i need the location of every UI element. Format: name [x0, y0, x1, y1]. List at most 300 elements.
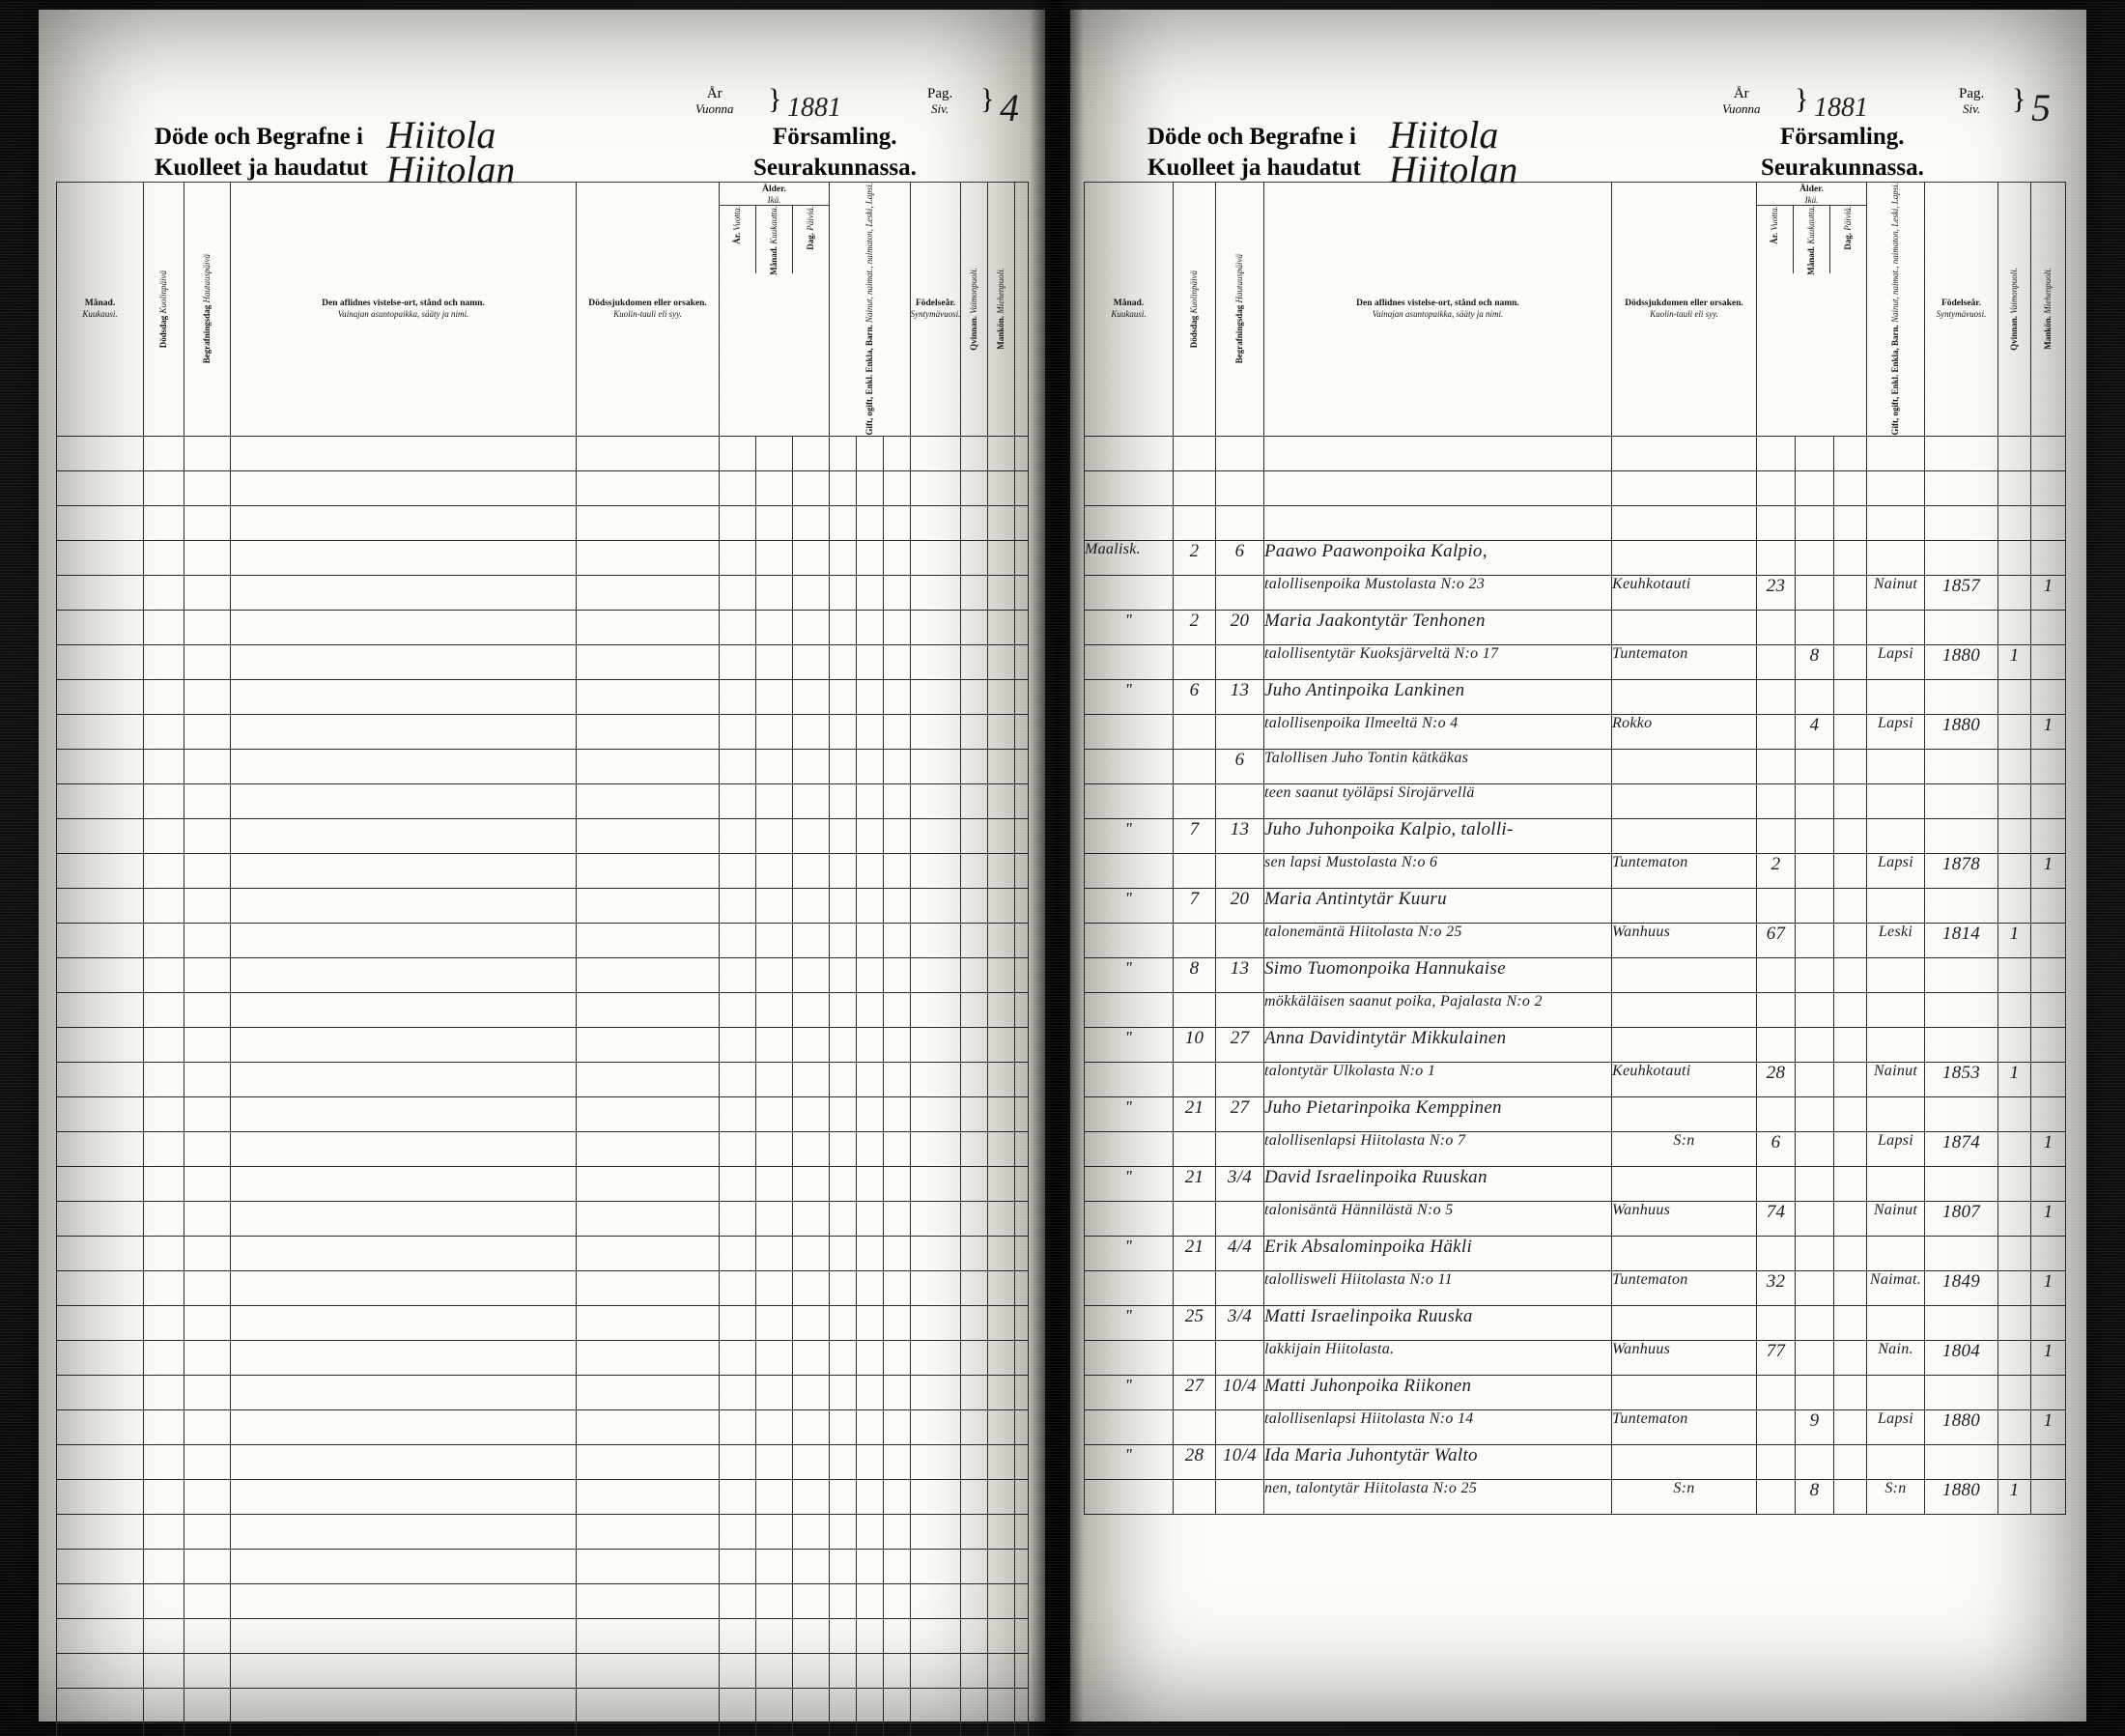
table-row: [57, 470, 1029, 505]
entry-burial-day: 6: [1216, 749, 1264, 783]
entry-age-days: [1834, 1131, 1867, 1166]
col-male: [2031, 183, 2066, 437]
left-title-sv-tail: Församling.: [773, 124, 897, 150]
rcol-birth-fi: Syntymävuosi.: [1936, 309, 1987, 320]
table-row: [57, 714, 1029, 749]
rcol-days-sv: Dag.: [1843, 232, 1854, 250]
entry-month: ": [1085, 610, 1174, 644]
table-row: [57, 1305, 1029, 1340]
entry-burial-day: 3/4: [1216, 1305, 1264, 1340]
right-year-label: [1722, 87, 1760, 118]
col-marital-fi: Nainut, naimat., naimaton, Leski, Lapsi.: [864, 183, 875, 324]
entry-row-cont: [1085, 1062, 2066, 1096]
table-row: [57, 749, 1029, 783]
entry-row-cont: [1085, 1201, 2066, 1236]
entry-age-years: [1757, 783, 1796, 818]
entry-female: 1: [1998, 1479, 2031, 1514]
left-year-value: 1881: [787, 93, 841, 123]
left-parish-fi: Hiitolan: [386, 148, 516, 191]
entry-cause: Wanhuus: [1612, 923, 1757, 957]
table-row: [1085, 436, 2066, 470]
entry-row: [1085, 888, 2066, 923]
entry-status: Lapsi: [1867, 1409, 1925, 1444]
rcol-male-sv: Mankön.: [2043, 316, 2054, 351]
table-row: [57, 923, 1029, 957]
entry-row-cont: [1085, 714, 2066, 749]
rcol-residence-fi: Vainajan asuntopaikka, sääty ja nimi.: [1372, 309, 1504, 320]
entry-month: ": [1085, 1027, 1174, 1062]
entry-age-days: [1834, 1479, 1867, 1514]
right-parish-fi: Hiitolan: [1389, 148, 1518, 191]
entry-age-years: 23: [1757, 575, 1796, 610]
entry-status: Nainut: [1867, 575, 1925, 610]
entry-age-years: [1757, 1479, 1796, 1514]
entry-status: Lapsi: [1867, 644, 1925, 679]
col-age-years: [720, 206, 756, 273]
entry-row-cont: [1085, 1131, 2066, 1166]
right-pag-brace: }: [2012, 83, 2026, 115]
entry-status: Nainut: [1867, 1062, 1925, 1096]
entry-death-day: [1174, 749, 1216, 783]
table-row: [1085, 505, 2066, 540]
entry-row: [1085, 1096, 2066, 1131]
entry-female: [1998, 1201, 2031, 1236]
entry-death-day: 2: [1174, 610, 1216, 644]
entry-cause: Tuntematon: [1612, 644, 1757, 679]
entry-male: [2031, 1062, 2066, 1096]
right-year-brace: }: [1795, 83, 1809, 115]
entry-age-months: [1796, 575, 1834, 610]
entry-row-cont: [1085, 783, 2066, 818]
entry-female: [1998, 783, 2031, 818]
table-row: [57, 1096, 1029, 1131]
entry-burial-day: 13: [1216, 957, 1264, 992]
entry-name-line1: Juho Juhonpoika Kalpio, talolli-: [1264, 818, 1612, 853]
col-age-months-sv: Månad.: [769, 245, 779, 275]
entry-female: [1998, 1131, 2031, 1166]
entry-row: [1085, 1444, 2066, 1479]
col-cause-sv: Dödssjukdomen eller orsaken.: [588, 299, 707, 309]
entry-name-line2: lakkijain Hiitolasta.: [1264, 1340, 1612, 1375]
rcol-marital-fi: Nainut, naimat., naimaton, Leski, Lapsi.: [1890, 183, 1901, 324]
entry-cause: S:n: [1612, 1131, 1757, 1166]
entry-age-days: [1834, 714, 1867, 749]
entry-name-line1: Ida Maria Juhontytär Walto: [1264, 1444, 1612, 1479]
col-death-day: [1174, 183, 1216, 437]
entry-age-months: [1796, 853, 1834, 888]
col-month-sv: Månad.: [84, 299, 116, 309]
entry-age-days: [1834, 1201, 1867, 1236]
left-year-fi: Vuonna: [695, 100, 734, 116]
col-burial-day-text: [202, 254, 212, 363]
entry-age-months: [1796, 1270, 1834, 1305]
right-pag-value: 5: [2031, 86, 2051, 129]
table-row: [57, 1583, 1029, 1618]
col-birth-year: [1925, 183, 1998, 437]
left-year-brace: }: [768, 83, 782, 115]
table-row: [57, 644, 1029, 679]
entry-birth-year: [1925, 783, 1998, 818]
entry-age-months: 4: [1796, 714, 1834, 749]
rcol-cause-sv: Dödssjukdomen eller orsaken.: [1625, 299, 1743, 309]
col-death-day: [144, 183, 184, 437]
entry-age-months: [1796, 1201, 1834, 1236]
entry-age-months: [1796, 992, 1834, 1027]
col-male: [988, 183, 1015, 437]
left-pag-label: [927, 87, 952, 118]
table-row: [57, 1236, 1029, 1270]
entry-female: 1: [1998, 1062, 2031, 1096]
left-title-fi-tail: Seurakunnassa.: [753, 155, 917, 181]
right-pag-fi: Siv.: [1963, 100, 1981, 116]
entry-row: [1085, 540, 2066, 575]
col-birth-year: [911, 183, 961, 437]
entry-burial-day: 27: [1216, 1096, 1264, 1131]
entry-death-day: 21: [1174, 1096, 1216, 1131]
entry-male: 1: [2031, 1409, 2066, 1444]
right-title-fi: Kuolleet ja haudatut: [1148, 155, 1361, 181]
entry-death-day: 21: [1174, 1166, 1216, 1201]
entry-name-line2: mökkäläisen saanut poika, Pajalasta N:o 2: [1264, 992, 1612, 1027]
entry-row-cont: [1085, 1270, 2066, 1305]
left-pag-brace: }: [980, 83, 995, 115]
col-age-days-fi: Päiviä.: [806, 205, 816, 231]
entry-row: [1085, 679, 2066, 714]
col-burial-day-sv: Begrafningsdag: [202, 304, 212, 364]
entry-age-months: 8: [1796, 644, 1834, 679]
col-month: [1085, 183, 1174, 437]
rcol-death-fi: Kuolinpäivä: [1189, 270, 1200, 314]
entry-cause: Rokko: [1612, 714, 1757, 749]
entry-death-day: 7: [1174, 888, 1216, 923]
entry-name-line1: Anna Davidintytär Mikkulainen: [1264, 1027, 1612, 1062]
col-burial-day-fi: Hautauspäivä: [202, 254, 212, 303]
table-row: [57, 436, 1029, 470]
col-month: [57, 183, 144, 437]
col-marital-sv: Gift, ogift, Enkl. Enkla, Barn.: [864, 325, 875, 436]
entry-burial-day: 27: [1216, 1027, 1264, 1062]
entry-death-day: 6: [1174, 679, 1216, 714]
entry-age-days: [1834, 1270, 1867, 1305]
entry-male: 1: [2031, 1201, 2066, 1236]
col-female-fi: Vaimonpuoli.: [969, 267, 979, 314]
entry-female: 1: [1998, 644, 2031, 679]
col-residence-fi: Vainajan asuntopaikka, sääty ja nimi.: [337, 309, 469, 320]
col-marital-status: [830, 183, 911, 437]
table-row: [57, 888, 1029, 923]
col-marital-status: [1867, 183, 1925, 437]
entry-male: [2031, 783, 2066, 818]
col-death-day-sv: Dödsdag: [158, 315, 169, 348]
col-age-days: [1830, 206, 1866, 273]
entry-month: ": [1085, 957, 1174, 992]
col-cause-fi: Kuolin-tauli eli syy.: [613, 309, 682, 320]
entry-burial-day: 3/4: [1216, 1166, 1264, 1201]
table-row: [57, 1270, 1029, 1305]
table-row: [57, 1166, 1029, 1201]
rcol-burial-fi: Hautauspäivä: [1234, 254, 1245, 303]
entry-birth-year: 1857: [1925, 575, 1998, 610]
entry-cause: Tuntematon: [1612, 1270, 1757, 1305]
entry-status: Nainut: [1867, 1201, 1925, 1236]
entry-burial-day: 13: [1216, 679, 1264, 714]
table-row: [57, 1514, 1029, 1549]
table-row: [57, 679, 1029, 714]
col-birth-year-sv: Födelseår.: [915, 299, 956, 309]
col-age-months-fi: Kuukautta.: [769, 205, 779, 244]
left-pag-value: 4: [1000, 86, 1019, 129]
col-burial-day: [184, 183, 231, 437]
entry-row: [1085, 1236, 2066, 1270]
table-row: [57, 1722, 1029, 1736]
rcol-cause-fi: Kuolin-tauli eli syy.: [1650, 309, 1718, 320]
entry-name-line2: talonemäntä Hiitolasta N:o 25: [1264, 923, 1612, 957]
entry-birth-year: 1880: [1925, 1409, 1998, 1444]
right-year-sv: År: [1733, 86, 1749, 101]
entry-row-cont: [1085, 644, 2066, 679]
entry-male: 1: [2031, 1270, 2066, 1305]
table-row: [57, 818, 1029, 853]
rcol-months-fi: Kuukautta.: [1806, 205, 1817, 244]
entry-name-line2: sen lapsi Mustolasta N:o 6: [1264, 853, 1612, 888]
rcol-month-sv: Månad.: [1113, 299, 1145, 309]
entry-status: Lapsi: [1867, 1131, 1925, 1166]
right-year-fi: Vuonna: [1722, 100, 1761, 116]
entry-name-line2: talollisenpoika Ilmeeltä N:o 4: [1264, 714, 1612, 749]
left-page: [39, 10, 1045, 1722]
entry-name-line1: Paawo Paawonpoika Kalpio,: [1264, 540, 1612, 575]
entry-name-line2: talonisäntä Hännilästä N:o 5: [1264, 1201, 1612, 1236]
entry-month: ": [1085, 1166, 1174, 1201]
entry-male: [2031, 923, 2066, 957]
entry-age-years: 6: [1757, 1131, 1796, 1166]
entry-age-years: 67: [1757, 923, 1796, 957]
entry-birth-year: [1925, 992, 1998, 1027]
entry-female: [1998, 992, 2031, 1027]
entry-death-day: 21: [1174, 1236, 1216, 1270]
col-extra: [1015, 183, 1029, 437]
entry-row: [1085, 1027, 2066, 1062]
entry-age-days: [1834, 1340, 1867, 1375]
entry-month: ": [1085, 679, 1174, 714]
entry-age-months: [1796, 1131, 1834, 1166]
col-residence-name: [1264, 183, 1612, 437]
entry-cause: [1612, 783, 1757, 818]
entry-name-line2: talollisentytär Kuoksjärveltä N:o 17: [1264, 644, 1612, 679]
table-row: [57, 1201, 1029, 1236]
entry-age-years: 2: [1757, 853, 1796, 888]
col-residence-sv: Den aflidnes vistelse-ort, stånd och namn.: [322, 299, 485, 309]
entry-birth-year: 1880: [1925, 644, 1998, 679]
entry-age-months: 9: [1796, 1409, 1834, 1444]
entry-age-months: [1796, 1340, 1834, 1375]
entry-status: Leski: [1867, 923, 1925, 957]
entry-burial-day: 20: [1216, 888, 1264, 923]
table-row: [1085, 470, 2066, 505]
entry-female: [1998, 1409, 2031, 1444]
entry-age-years: [1757, 992, 1796, 1027]
entry-cause: Keuhkotauti: [1612, 1062, 1757, 1096]
rcol-days-fi: Päiviä.: [1843, 205, 1854, 231]
col-female: [1998, 183, 2031, 437]
col-death-day-text: [158, 270, 168, 348]
left-year-sv: År: [706, 86, 722, 101]
col-male-fi: Miehenpuoli.: [996, 268, 1006, 315]
entry-birth-year: 1807: [1925, 1201, 1998, 1236]
entry-row: [1085, 818, 2066, 853]
col-female-sv: Qvinnan.: [969, 315, 979, 351]
rcol-death-sv: Dödsdag: [1189, 315, 1200, 348]
entry-age-months: [1796, 1062, 1834, 1096]
left-register-table: [56, 182, 1029, 1736]
right-title-fi-tail: Seurakunnassa.: [1761, 155, 1924, 181]
rcol-residence-sv: Den aflidnes vistelse-ort, stånd och namn.: [1356, 299, 1519, 309]
col-age-months: [756, 206, 793, 273]
entry-status: Nain.: [1867, 1340, 1925, 1375]
entry-female: [1998, 853, 2031, 888]
entry-age-days: [1834, 992, 1867, 1027]
entry-age-months: [1796, 783, 1834, 818]
entry-male: 1: [2031, 714, 2066, 749]
entry-row: [1085, 1305, 2066, 1340]
entry-male: [2031, 1479, 2066, 1514]
entry-burial-day: 10/4: [1216, 1375, 1264, 1409]
entry-cause: Tuntematon: [1612, 1409, 1757, 1444]
entry-birth-year: 1853: [1925, 1062, 1998, 1096]
left-pag-fi: Siv.: [931, 100, 949, 116]
entry-birth-year: 1804: [1925, 1340, 1998, 1375]
entry-status: S:n: [1867, 1479, 1925, 1514]
rcol-female-sv: Qvinnan.: [2009, 315, 2020, 351]
entry-status: [1867, 783, 1925, 818]
left-title-fi: Kuolleet ja haudatut: [155, 155, 368, 181]
entry-cause: [1612, 992, 1757, 1027]
entry-burial-day: 20: [1216, 610, 1264, 644]
entry-name-line1: Simo Tuomonpoika Hannukaise: [1264, 957, 1612, 992]
entry-age-years: 32: [1757, 1270, 1796, 1305]
right-title-sv-tail: Församling.: [1780, 124, 1905, 150]
entry-birth-year: 1880: [1925, 1479, 1998, 1514]
entry-death-day: 27: [1174, 1375, 1216, 1409]
entry-age-days: [1834, 783, 1867, 818]
rcol-burial-sv: Begrafningsdag: [1234, 304, 1245, 364]
entry-cause: Tuntematon: [1612, 853, 1757, 888]
col-death-day-fi: Kuolinpäivä: [158, 270, 169, 314]
rcol-years-fi: Vuotta.: [1770, 205, 1780, 231]
entry-cause: Wanhuus: [1612, 1340, 1757, 1375]
col-cause: [1612, 183, 1757, 437]
rcol-years-sv: År.: [1770, 232, 1780, 244]
table-row: [57, 1549, 1029, 1583]
entry-age-days: [1834, 1062, 1867, 1096]
entry-name-line1: Juho Antinpoika Lankinen: [1264, 679, 1612, 714]
entry-age-years: [1757, 1409, 1796, 1444]
entry-birth-year: 1880: [1925, 714, 1998, 749]
right-pag-sv: Pag.: [1959, 86, 1985, 101]
table-row: [57, 1062, 1029, 1096]
entry-birth-year: 1874: [1925, 1131, 1998, 1166]
col-age-group: [720, 183, 830, 437]
rcol-months-sv: Månad.: [1806, 245, 1817, 275]
entry-month: ": [1085, 888, 1174, 923]
table-row: [57, 610, 1029, 644]
entry-death-day: 28: [1174, 1444, 1216, 1479]
col-female: [961, 183, 988, 437]
entry-name-line1: Talollisen Juho Tontin kätkäkas: [1264, 749, 1612, 783]
entry-status: [1867, 992, 1925, 1027]
col-age-sv: Ålder.: [762, 185, 786, 194]
entry-row-cont: [1085, 923, 2066, 957]
entry-name-line2: talollisweli Hiitolasta N:o 11: [1264, 1270, 1612, 1305]
entry-male: [2031, 644, 2066, 679]
table-row: [57, 992, 1029, 1027]
entry-age-days: [1834, 923, 1867, 957]
entry-row: [1085, 1166, 2066, 1201]
entry-month: [1085, 749, 1174, 783]
entry-name-line2: talontytär Ulkolasta N:o 1: [1264, 1062, 1612, 1096]
entry-row: [1085, 749, 2066, 783]
right-title-sv: Döde och Begrafne i: [1148, 124, 1356, 150]
entry-name-line1: Maria Jaakontytär Tenhonen: [1264, 610, 1612, 644]
entry-month: ": [1085, 818, 1174, 853]
entry-status: Lapsi: [1867, 714, 1925, 749]
entry-age-months: 8: [1796, 1479, 1834, 1514]
entry-name-line1: David Israelinpoika Ruuskan: [1264, 1166, 1612, 1201]
right-register-table: [1084, 182, 2066, 1515]
entry-name-line2: talollisenpoika Mustolasta N:o 23: [1264, 575, 1612, 610]
entry-name-line1: Maria Antintytär Kuuru: [1264, 888, 1612, 923]
left-parish-sv: Hiitola: [386, 113, 496, 157]
entry-age-days: [1834, 575, 1867, 610]
rcol-female-fi: Vaimonpuoli.: [2009, 267, 2020, 314]
table-row: [57, 1653, 1029, 1688]
col-month-fi: Kuukausi.: [82, 309, 118, 320]
table-row: [57, 957, 1029, 992]
entry-female: [1998, 714, 2031, 749]
table-row: [57, 1375, 1029, 1409]
col-burial-day: [1216, 183, 1264, 437]
right-parish-sv: Hiitola: [1389, 113, 1499, 157]
entry-death-day: 2: [1174, 540, 1216, 575]
col-age-days-sv: Dag.: [806, 232, 816, 250]
entry-row-cont: [1085, 575, 2066, 610]
entry-month: ": [1085, 1096, 1174, 1131]
entry-age-months: [1796, 923, 1834, 957]
entry-age-days: [1834, 1409, 1867, 1444]
entry-row: [1085, 957, 2066, 992]
table-row: [57, 1340, 1029, 1375]
entry-month: ": [1085, 1236, 1174, 1270]
entry-row-cont: [1085, 1479, 2066, 1514]
col-residence-name: [231, 183, 577, 437]
entry-age-days: [1834, 853, 1867, 888]
entry-row-cont: [1085, 1340, 2066, 1375]
col-age-fi: Ikä.: [767, 194, 781, 205]
col-birth-year-fi: Syntymävuosi.: [910, 309, 961, 320]
entry-status: Naimat.: [1867, 1270, 1925, 1305]
entry-month: ": [1085, 1444, 1174, 1479]
entry-male: 1: [2031, 575, 2066, 610]
entry-name-line2: nen, talontytär Hiitolasta N:o 25: [1264, 1479, 1612, 1514]
entry-burial-day: 10/4: [1216, 1444, 1264, 1479]
entry-month: Maalisk.: [1085, 540, 1174, 575]
entry-male: 1: [2031, 1131, 2066, 1166]
rcol-month-fi: Kuukausi.: [1111, 309, 1147, 320]
table-row: [57, 1618, 1029, 1653]
entry-burial-day: 6: [1216, 540, 1264, 575]
entry-male: 1: [2031, 1340, 2066, 1375]
entry-birth-year: 1849: [1925, 1270, 1998, 1305]
